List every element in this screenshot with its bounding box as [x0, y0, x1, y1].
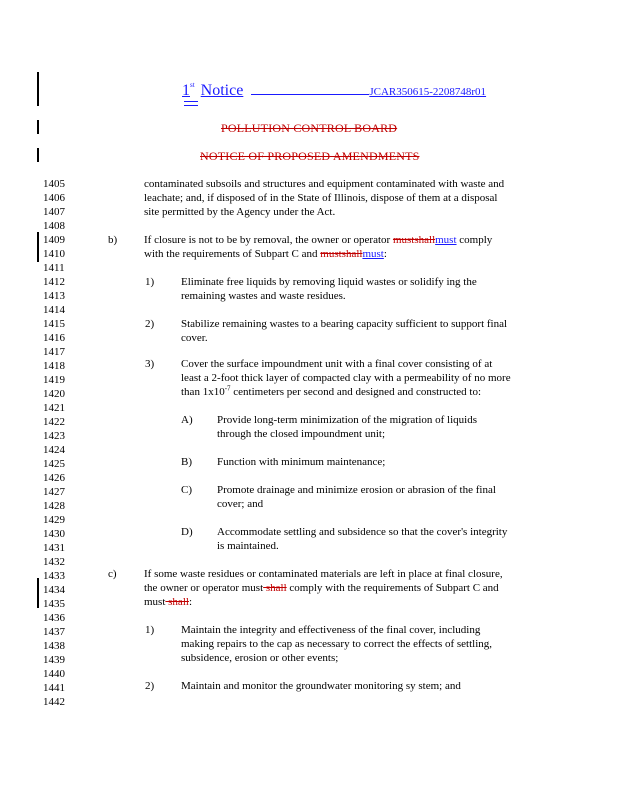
line-number: 1418	[43, 360, 65, 372]
body-line: cover; and	[217, 498, 264, 510]
document-id: JCAR350615-2208748r01	[369, 86, 487, 98]
line-number: 1442	[43, 696, 65, 708]
notice-label: Notice	[200, 82, 244, 99]
line-number: 1416	[43, 332, 65, 344]
item-label: A)	[181, 414, 193, 426]
line-number: 1435	[43, 598, 65, 610]
agency-heading: POLLUTION CONTROL BOARD	[221, 121, 398, 135]
body-line: least a 2-foot thick layer of compacted clay with a permeability of no more	[181, 372, 511, 384]
item-label: c)	[108, 568, 117, 580]
body-line: contaminated subsoils and structures and equipment contaminated with waste and	[144, 178, 505, 190]
line-number: 1413	[43, 290, 65, 302]
line-number: 1408	[43, 220, 65, 232]
line-number: 1430	[43, 528, 65, 540]
body-line: remaining wastes and waste residues.	[181, 290, 346, 302]
item-label: 2)	[145, 680, 155, 692]
line-number: 1441	[43, 682, 65, 694]
text-run: comply with the requirements of Subpart C and	[286, 582, 499, 594]
line-number: 1436	[43, 612, 65, 624]
line-number: 1433	[43, 570, 65, 582]
deleted-text: mustshall	[392, 234, 436, 246]
line-number: 1440	[43, 668, 65, 680]
line-number: 1417	[43, 346, 65, 358]
exponent: -7	[224, 384, 231, 393]
line-number: 1410	[43, 248, 65, 260]
line-number: 1407	[43, 206, 65, 218]
body-line: is maintained.	[217, 540, 279, 552]
line-number: 1420	[43, 388, 65, 400]
change-bar	[37, 148, 39, 162]
body-line	[144, 248, 387, 261]
body-line	[181, 386, 481, 399]
header-rule	[251, 94, 369, 95]
line-number: 1414	[43, 304, 65, 316]
text-run: the owner or operator must	[144, 582, 264, 594]
line-number: 1439	[43, 654, 65, 666]
line-number: 1429	[43, 514, 65, 526]
body-line: Cover the surface impoundment unit with a final cover consisting of at	[181, 358, 493, 370]
text-run: :	[383, 248, 387, 260]
line-number: 1428	[43, 500, 65, 512]
line-number: 1412	[43, 276, 65, 288]
inserted-text: must	[435, 234, 457, 246]
line-number: 1427	[43, 486, 65, 498]
text-run: If closure is not to be by removal, the owner or operator	[144, 234, 393, 246]
text-run: with the requirements of Subpart C and	[144, 248, 321, 260]
body-line: Promote drainage and minimize erosion or abrasion of the final	[217, 484, 496, 496]
change-bar	[37, 72, 39, 106]
item-label: D)	[181, 526, 193, 538]
line-number: 1422	[43, 416, 65, 428]
line-number: 1431	[43, 542, 65, 554]
line-number: 1405	[43, 178, 65, 190]
line-number: 1434	[43, 584, 65, 596]
body-line: Function with minimum maintenance;	[217, 456, 386, 468]
line-number: 1437	[43, 626, 65, 638]
line-number: 1424	[43, 444, 65, 456]
item-label: 3)	[145, 358, 155, 370]
page-header	[182, 82, 486, 100]
text-run: must	[144, 596, 166, 608]
line-number: 1419	[43, 374, 65, 386]
line-number: 1425	[43, 458, 65, 470]
line-number: 1426	[43, 472, 65, 484]
body-line: through the closed impoundment unit;	[217, 428, 386, 440]
body-line: Stabilize remaining wastes to a bearing capacity sufficient to support final	[181, 318, 508, 330]
text-run: centimeters per second and designed and constructed to:	[230, 386, 482, 398]
page-number: 1	[182, 82, 190, 99]
text-run: comply	[456, 234, 493, 246]
body-line	[144, 596, 192, 609]
body-line: Maintain the integrity and effectiveness of the final cover, including	[181, 624, 481, 636]
change-bar	[37, 232, 39, 262]
deleted-text: mustshall	[320, 248, 363, 260]
deleted-text: shall	[263, 582, 287, 594]
line-number: 1411	[43, 262, 65, 274]
body-line: Maintain and monitor the groundwater monitoring sy stem; and	[181, 680, 461, 692]
body-line: cover.	[181, 332, 208, 344]
item-label: b)	[108, 234, 118, 246]
body-line	[144, 234, 492, 247]
item-label: 1)	[145, 276, 155, 288]
text-run: :	[188, 596, 192, 608]
deleted-text: shall	[165, 596, 189, 608]
header-underline-mark	[184, 105, 198, 106]
item-label: B)	[181, 456, 192, 468]
body-line: making repairs to the cap as necessary to correct the effects of settling,	[181, 638, 493, 650]
item-label: C)	[181, 484, 192, 496]
item-label: 1)	[145, 624, 155, 636]
notice-title: NOTICE OF PROPOSED AMENDMENTS	[200, 149, 420, 163]
body-line: subsidence, erosion or other events;	[181, 652, 339, 664]
inserted-text: must	[362, 248, 384, 260]
change-bar	[37, 578, 39, 608]
page-number-suffix: st	[190, 80, 195, 89]
body-line: Eliminate free liquids by removing liquid wastes or solidify ing the	[181, 276, 477, 288]
text-run: than 1x10	[181, 386, 225, 398]
body-line	[144, 582, 499, 595]
line-number: 1421	[43, 402, 65, 414]
body-line: Accommodate settling and subsidence so that the cover's integrity	[217, 526, 508, 538]
line-number: 1432	[43, 556, 65, 568]
body-line: If some waste residues or contaminated materials are left in place at final closure,	[144, 568, 503, 580]
change-bar	[37, 120, 39, 134]
header-underline-mark	[184, 101, 198, 102]
line-number: 1406	[43, 192, 65, 204]
body-line: leachate; and, if disposed of in the State of Illinois, dispose of them at a disposal	[144, 192, 498, 204]
line-number: 1409	[43, 234, 65, 246]
line-number: 1438	[43, 640, 65, 652]
item-label: 2)	[145, 318, 155, 330]
body-line: Provide long-term minimization of the migration of liquids	[217, 414, 477, 426]
line-number: 1423	[43, 430, 65, 442]
body-line: site permitted by the Agency under the Act.	[144, 206, 336, 218]
line-number: 1415	[43, 318, 65, 330]
